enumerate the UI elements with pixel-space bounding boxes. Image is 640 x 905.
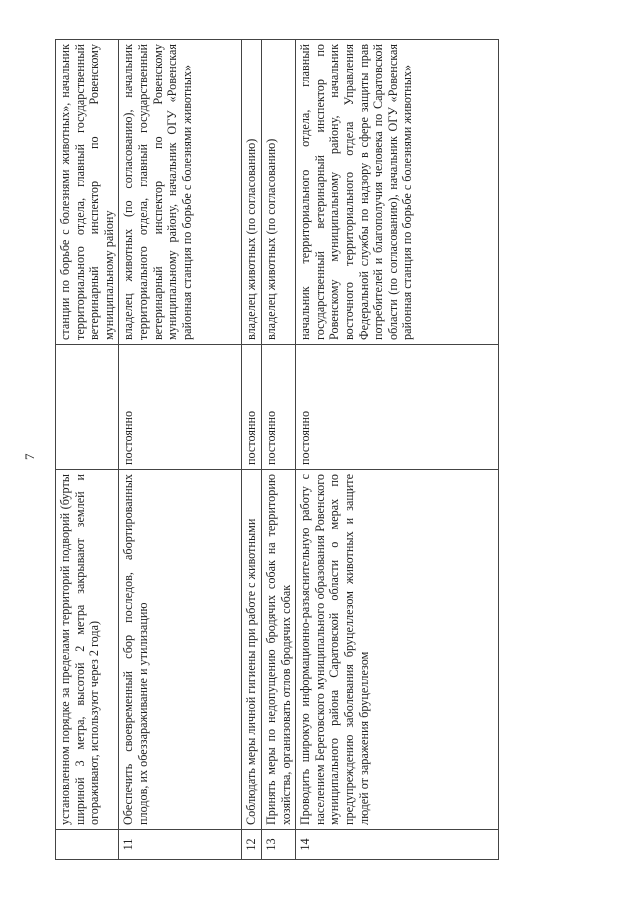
table-row <box>119 40 242 860</box>
responsible-cell: начальник территориального отдела, главный государственный ветеринарный инспектор по Ровенскому муниципальному району, начальник восточного территориального отдела Управления Федеральной службы по надзору в сфере защиты прав потребителей и благополучия человека по Саратовской области (по согласованию), начальник ОГУ «Ровенская районная станция по борьбе с болезнями животных» <box>296 40 499 345</box>
measure-cell: Соблюдать меры личной гигиены при работе с животными <box>242 470 262 830</box>
period-cell: постоянно <box>261 345 295 470</box>
period-cell: постоянно <box>296 345 499 470</box>
measure-cell: Обеспечить своевременный сбор последов, абортированных плодов, их обеззараживание и утилизацию <box>119 470 242 830</box>
responsible-cell: владелец животных (по согласованию) <box>242 40 262 345</box>
responsible-cell: владелец животных (по согласованию), начальник территориального отдела, главный государственный ветеринарный инспектор по Ровенскому муниципальному району, начальник ОГУ «Ровенская районная станция по борьбе с болезнями животных» <box>119 40 242 345</box>
table-row <box>261 40 295 860</box>
row-number: 11 <box>119 830 242 860</box>
measure-cell: Проводить широкую информационно-разъяснительную работу с населением Береговского муниципального образования Ровенского муниципального района Саратовской области о мерах по предупреждению заболевания бруцеллезом животных и защите людей от заражения бруцеллезом <box>296 470 499 830</box>
row-number: 14 <box>296 830 499 860</box>
row-number: 13 <box>261 830 295 860</box>
responsible-cell: владелец животных (по согласованию) <box>261 40 295 345</box>
row-number: 12 <box>242 830 262 860</box>
responsible-cell: станции по борьбе с болезнями животных», начальник территориального отдела, главный государственный ветеринарный инспектор по Ровенскому муниципальному району <box>56 40 119 345</box>
measures-table <box>55 39 499 860</box>
period-cell: постоянно <box>242 345 262 470</box>
rotated-table-container <box>55 40 585 860</box>
measure-cell: установленном порядке за пределами территорий подворий (бурты шириной 3 метра, высотой 2 метра закрывают землей и огораживают, используют через 2 года) <box>56 470 119 830</box>
measure-cell: Принять меры по недопущению бродячих собак на территорию хозяйства, организовать отлов бродячих собак <box>261 470 295 830</box>
period-cell <box>56 345 119 470</box>
page-number: 7 <box>22 453 37 460</box>
row-number <box>56 830 119 860</box>
period-cell: постоянно <box>119 345 242 470</box>
table-row <box>242 40 262 860</box>
table-row <box>56 40 119 860</box>
table-row <box>296 40 499 860</box>
